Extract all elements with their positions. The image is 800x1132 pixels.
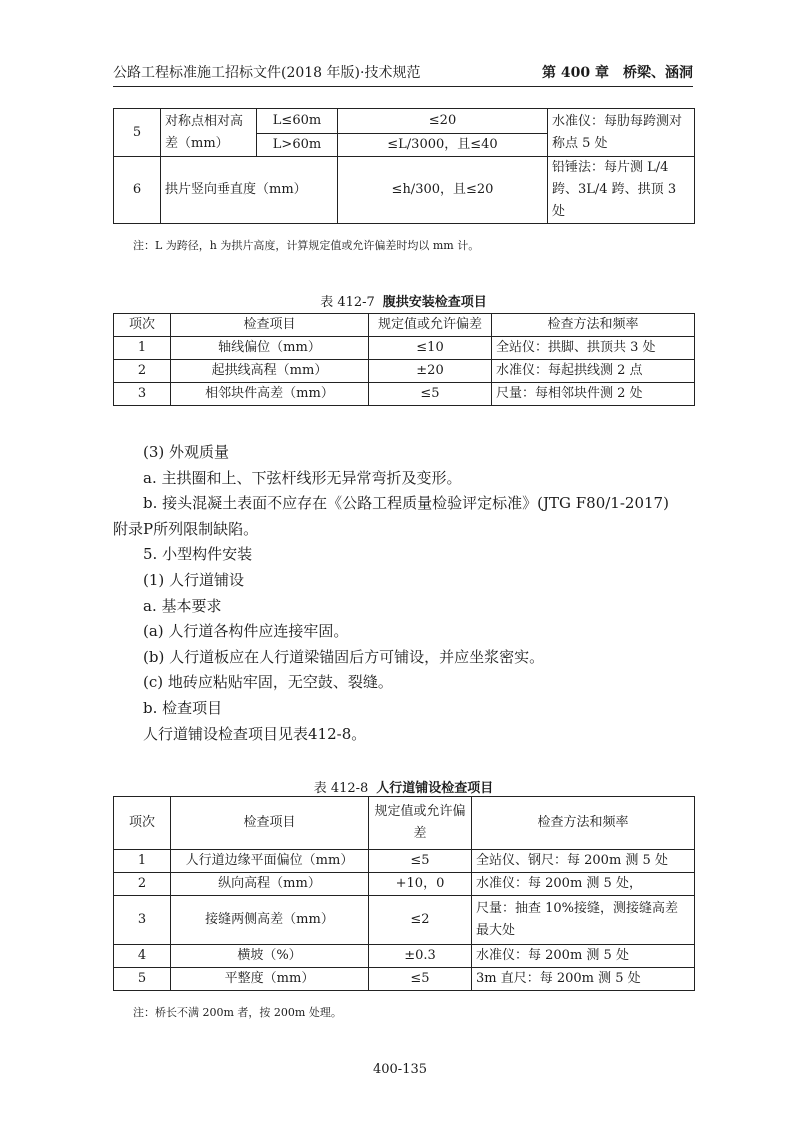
inspection-method: 水准仪：每肋每跨测对称点 5 处 <box>548 109 695 157</box>
column-header: 项次 <box>114 314 171 337</box>
tolerance-value: ≤20 <box>338 109 548 134</box>
abdominal-arch-inspection-table <box>113 313 695 406</box>
item-number: 2 <box>114 873 171 896</box>
table-header-row <box>114 797 695 850</box>
paragraph: (b) 人行道板应在人行道梁锚固后方可铺设，并应坐浆密实。 <box>143 647 545 666</box>
column-header: 项次 <box>114 797 171 850</box>
table-note: 注：桥长不满 200m 者，按 200m 处理。 <box>133 1006 342 1019</box>
inspection-item: 拱片竖向垂直度（mm） <box>161 157 338 224</box>
paragraph: b. 检查项目 <box>143 698 223 717</box>
inspection-method: 3m 直尺：每 200m 测 5 处 <box>472 968 695 991</box>
item-number: 5 <box>114 109 161 157</box>
item-number: 4 <box>114 945 171 968</box>
item-number: 1 <box>114 850 171 873</box>
inspection-method: 尺量：每相邻块件测 2 处 <box>492 383 695 406</box>
arch-rib-inspection-table-continued <box>113 108 695 224</box>
tolerance-value: ≤5 <box>369 383 492 406</box>
inspection-item: 横坡（%） <box>171 945 369 968</box>
table-row <box>114 896 695 945</box>
tolerance-value: ±20 <box>369 360 492 383</box>
inspection-method: 铅锤法：每片测 L/4 跨、3L/4 跨、拱顶 3 处 <box>548 157 695 224</box>
table-title: 人行道铺设检查项目 <box>376 781 494 796</box>
sidewalk-paving-inspection-table <box>113 796 695 991</box>
table-header-row <box>114 314 695 337</box>
inspection-method: 全站仪：拱脚、拱顶共 3 处 <box>492 337 695 360</box>
column-header: 检查项目 <box>171 314 369 337</box>
item-number: 6 <box>114 157 161 224</box>
item-number: 1 <box>114 337 171 360</box>
table-row <box>114 337 695 360</box>
page-number: 400-135 <box>372 1062 428 1077</box>
tolerance-value: ≤2 <box>369 896 472 945</box>
tolerance-value: ≤5 <box>369 850 472 873</box>
item-number: 5 <box>114 968 171 991</box>
inspection-item: 对称点相对高差（mm） <box>161 109 257 157</box>
tolerance-value: ≤5 <box>369 968 472 991</box>
paragraph-continuation: 附录P所列限制缺陷。 <box>113 519 259 538</box>
item-number: 2 <box>114 360 171 383</box>
table-row <box>114 360 695 383</box>
page-header <box>113 58 693 87</box>
header-document-title: 公路工程标准施工招标文件(2018 年版)·技术规范 <box>113 65 421 81</box>
inspection-method: 水准仪：每起拱线测 2 点 <box>492 360 695 383</box>
paragraph: a. 主拱圈和上、下弦杆线形无异常弯折及变形。 <box>143 468 462 487</box>
paragraph: (c) 地砖应粘贴牢固，无空鼓、裂缝。 <box>143 673 393 692</box>
condition-label: L>60m <box>257 134 338 157</box>
inspection-method: 全站仪、钢尺：每 200m 测 5 处 <box>472 850 695 873</box>
table-row <box>114 968 695 991</box>
tolerance-value: ≤L/3000，且≤40 <box>338 134 548 157</box>
column-header: 规定值或允许偏差 <box>369 797 472 850</box>
table-caption <box>113 777 694 796</box>
table-row <box>114 873 695 896</box>
body-text <box>113 440 695 747</box>
table-note: 注：L 为跨径，h 为拱片高度，计算规定值或允许偏差时均以 mm 计。 <box>133 239 480 252</box>
inspection-method: 水准仪：每 200m 测 5 处， <box>472 873 695 896</box>
inspection-item: 相邻块件高差（mm） <box>171 383 369 406</box>
tolerance-value: ≤10 <box>369 337 492 360</box>
inspection-item: 轴线偏位（mm） <box>171 337 369 360</box>
inspection-item: 人行道边缘平面偏位（mm） <box>171 850 369 873</box>
section-heading: 5. 小型构件安装 <box>143 545 253 564</box>
condition-label: L≤60m <box>257 109 338 134</box>
paragraph: (a) 人行道各构件应连接牢固。 <box>143 622 349 641</box>
table-number: 表 412-8 <box>313 781 369 796</box>
inspection-method: 尺量：抽查 10%接缝，测接缝高差最大处 <box>472 896 695 945</box>
header-chapter-title: 第 400 章 桥梁、涵洞 <box>542 65 693 81</box>
column-header: 规定值或允许偏差 <box>369 314 492 337</box>
table-row <box>114 383 695 406</box>
column-header: 检查方法和频率 <box>492 314 695 337</box>
table-row <box>114 109 695 134</box>
inspection-item: 平整度（mm） <box>171 968 369 991</box>
table-caption <box>113 291 694 310</box>
paragraph: a. 基本要求 <box>143 596 222 615</box>
subsection-heading: (1) 人行道铺设 <box>143 570 245 589</box>
inspection-item: 纵向高程（mm） <box>171 873 369 896</box>
column-header: 检查方法和频率 <box>472 797 695 850</box>
table-title: 腹拱安装检查项目 <box>382 295 487 310</box>
item-number: 3 <box>114 896 171 945</box>
inspection-method: 水准仪：每 200m 测 5 处 <box>472 945 695 968</box>
inspection-item: 接缝两侧高差（mm） <box>171 896 369 945</box>
table-row <box>114 945 695 968</box>
paragraph: b. 接头混凝土表面不应存在《公路工程质量检验评定标准》(JTG F80/1-2017) <box>143 494 669 513</box>
item-number: 3 <box>114 383 171 406</box>
tolerance-value: +10，0 <box>369 873 472 896</box>
paragraph: (3) 外观质量 <box>143 443 230 461</box>
table-row <box>114 850 695 873</box>
inspection-item: 起拱线高程（mm） <box>171 360 369 383</box>
table-number: 表 412-7 <box>320 295 375 310</box>
table-row <box>114 157 695 224</box>
tolerance-value: ±0.3 <box>369 945 472 968</box>
paragraph: 人行道铺设检查项目见表412-8。 <box>143 724 367 743</box>
tolerance-value: ≤h/300，且≤20 <box>338 157 548 224</box>
column-header: 检查项目 <box>171 797 369 850</box>
